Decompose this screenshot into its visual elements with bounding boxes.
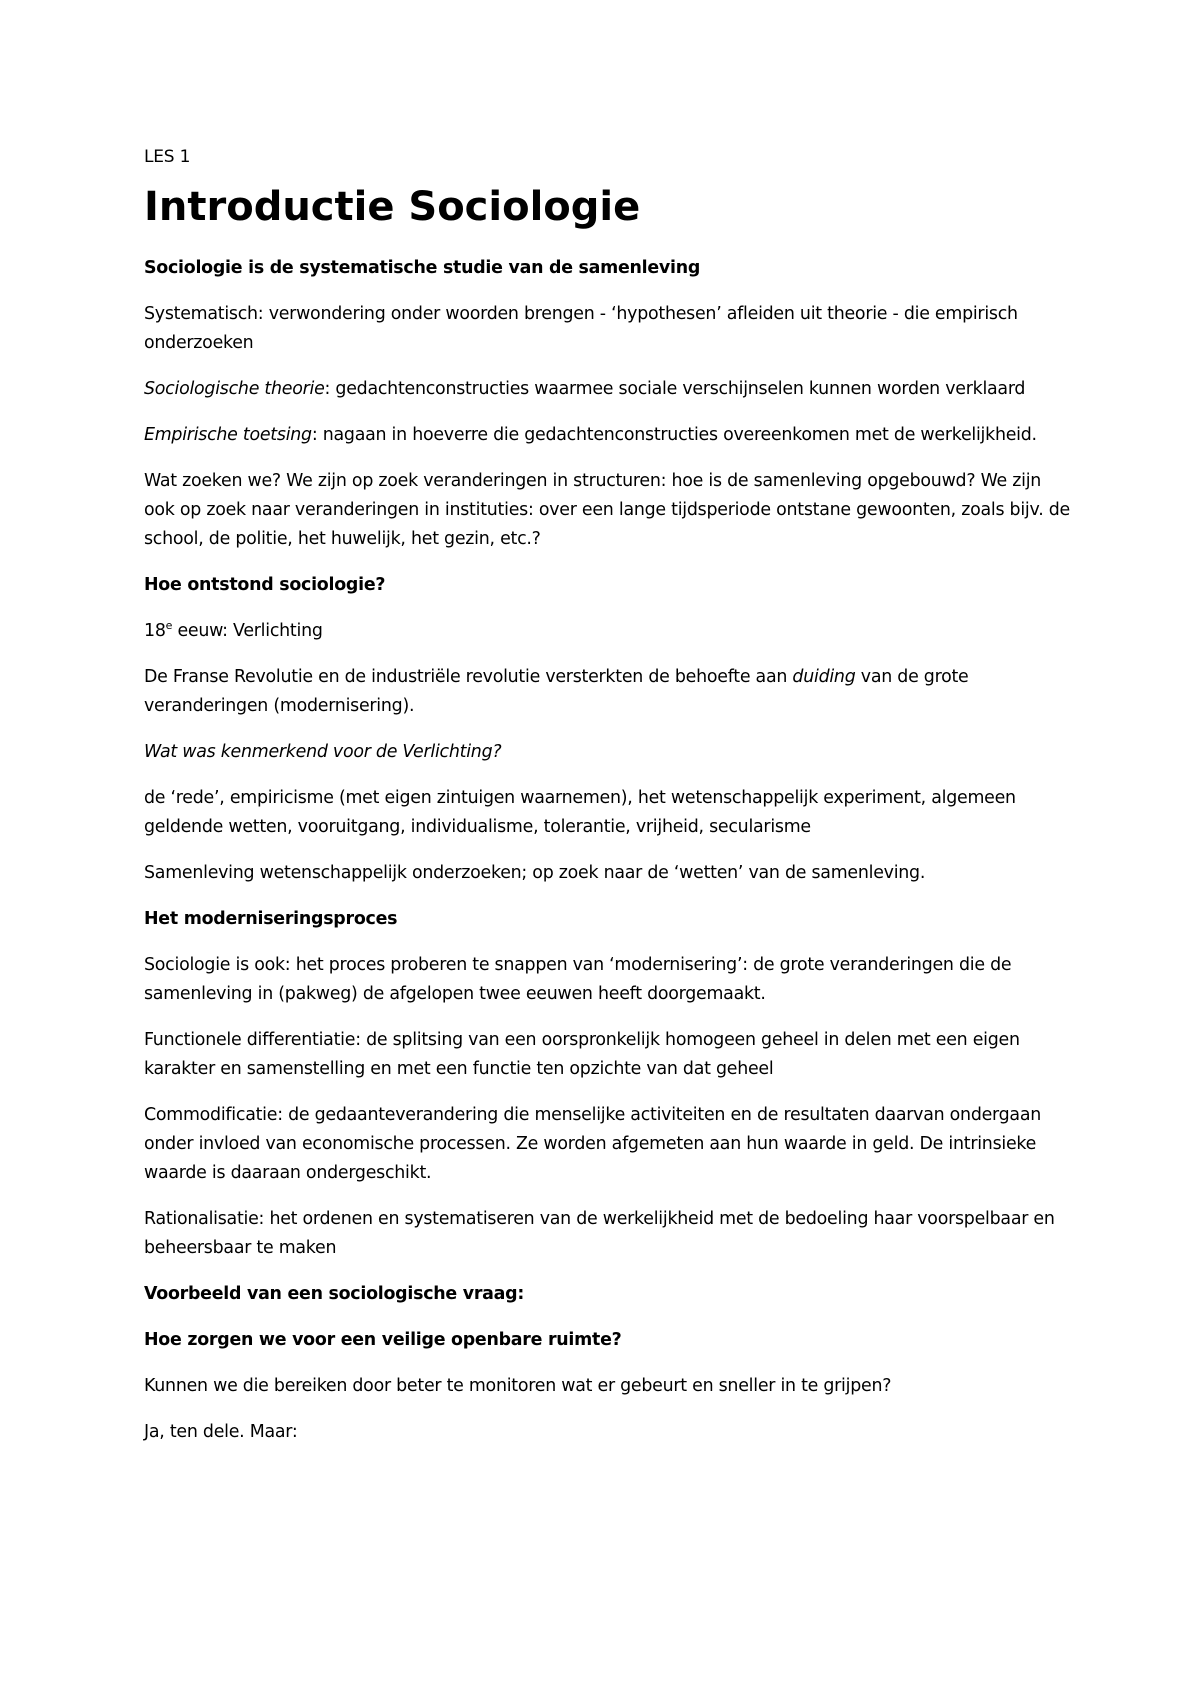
proces-paragraph: Sociologie is ook: het proces proberen te snappen van ‘modernisering’: de grote veranderingen die de samenleving in (pakweg) de afgelopen twee eeuwen heeft doorgemaakt. [144, 955, 1012, 1004]
rationalisatie-paragraph: Rationalisatie: het ordenen en systematiseren van de werkelijkheid met de bedoeling haar voorspelbaar en beheersbaar te maken [144, 1209, 1055, 1258]
definition-paragraph: Sociologie is de systematische studie van de samenleving [144, 258, 701, 278]
revolutie-paragraph [144, 663, 1074, 721]
lesson-label: LES 1 [144, 147, 191, 167]
page-title: Introductie Sociologie [144, 184, 641, 230]
zoeken-paragraph: Wat zoeken we? We zijn op zoek veranderingen in structuren: hoe is de samenleving opgebouwd? We zijn ook op zoek naar veranderingen in instituties: over een lange tijdsperiode ontstane gewoonten, zoals bijv. de school, de politie, het huwelijk, het gezin, etc.? [144, 471, 1070, 549]
eeuw-paragraph [144, 617, 1074, 646]
commodificatie-paragraph: Commodificatie: de gedaanteverandering die menselijke activiteiten en de resultaten daarvan ondergaan onder invloed van economische processen. Ze worden afgemeten aan hun waarde in geld. De intrinsieke waarde is daaraan ondergeschikt. [144, 1105, 1042, 1183]
eeuw-text: eeuw: Verlichting [172, 621, 323, 641]
toetsing-paragraph [144, 421, 1074, 450]
eeuw-number: 18 [144, 621, 166, 641]
revolutie-text-a: De Franse Revolutie en de industriële revolutie versterkten de behoefte aan [144, 667, 793, 687]
differentiatie-paragraph: Functionele differentiatie: de splitsing van een oorspronkelijk homogeen geheel in delen met een eigen karakter en samenstelling en met een functie ten opzichte van dat geheel [144, 1030, 1020, 1079]
eeuw-superscript: e [165, 619, 173, 633]
verlichting-question: Wat was kenmerkend voor de Verlichting? [144, 742, 502, 762]
toetsing-text: : nagaan in hoeverre die gedachtenconstructies overeenkomen met de werkelijkheid. [311, 425, 1037, 445]
ontstond-heading: Hoe ontstond sociologie? [144, 575, 386, 595]
systematisch-paragraph: Systematisch: verwondering onder woorden brengen - ‘hypothesen’ afleiden uit theorie - die empirisch onderzoeken [144, 304, 1018, 353]
theorie-paragraph [144, 375, 1074, 404]
verlichting-answer: de ‘rede’, empiricisme (met eigen zintuigen waarnemen), het wetenschappelijk experiment, algemeen geldende wetten, vooruitgang, individualisme, tolerantie, vrijheid, secularisme [144, 788, 1016, 837]
revolutie-text-b: van de grote veranderingen (modernisering). [144, 667, 969, 716]
samenleving-paragraph: Samenleving wetenschappelijk onderzoeken; op zoek naar de ‘wetten’ van de samenleving. [144, 863, 926, 883]
ja-paragraph: Ja, ten dele. Maar: [144, 1422, 298, 1442]
modernisering-heading: Het moderniseringsproces [144, 909, 398, 929]
voorbeeld-heading: Voorbeeld van een sociologische vraag: [144, 1284, 525, 1304]
toetsing-term: Empirische toetsing [144, 425, 312, 445]
revolutie-term: duiding [792, 667, 856, 687]
vraag-heading: Hoe zorgen we voor een veilige openbare ruimte? [144, 1330, 622, 1350]
theorie-term: Sociologische theorie [144, 379, 325, 399]
monitoren-paragraph: Kunnen we die bereiken door beter te monitoren wat er gebeurt en sneller in te grijpen? [144, 1376, 892, 1396]
theorie-text: : gedachtenconstructies waarmee sociale verschijnselen kunnen worden verklaard [324, 379, 1026, 399]
